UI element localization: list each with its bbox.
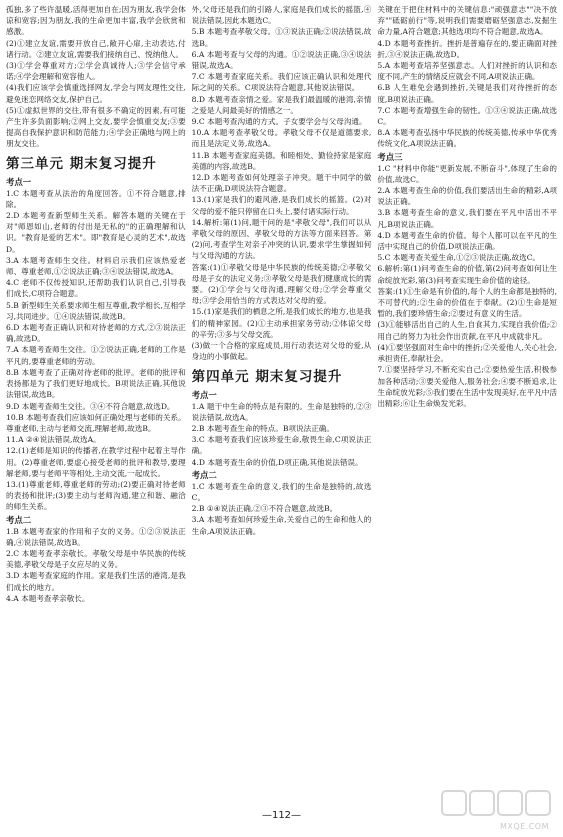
section-heading: 考点二 bbox=[191, 469, 217, 480]
answer-paragraph: 外,父母还是我们的引路人,家庭是我们成长的摇篮,④说法错误,因此本题选C。 bbox=[191, 5, 372, 26]
answer-page bbox=[6, 4, 557, 809]
answer-paragraph: 3.D 本题考查家庭的作用。家是我们生活的港湾,是我们成长的地方。 bbox=[6, 571, 186, 592]
answer-paragraph: 6.A 本题考查与父母的沟通。①②说法正确,③④说法错误,故选A。 bbox=[191, 49, 372, 71]
answer-paragraph: 4.A 本题考查孝亲敬长。 bbox=[6, 593, 90, 603]
answer-paragraph: 2.A 本题考查生命的价值,我们要活出生命的精彩,A项说法正确。 bbox=[377, 186, 558, 207]
answer-paragraph: (2)①建立友谊,需要开放自己,敞开心扉,主动表达,付诸行动。②建立友谊,需要我们接纳自己、悦纳他人。 bbox=[6, 38, 186, 59]
answer-paragraph: 12.D 本题考查如何处理亲子冲突。题干中同学的做法不正确,D项说法符合题意。 bbox=[191, 173, 372, 194]
answer-paragraph: 7.C 本题考查家庭关系。我们应该正确认识和处理代际之间的关系。C项说法符合题意,其他说法错误。 bbox=[191, 72, 372, 93]
answer-paragraph: 14.解析:第(1)问,题干问的是"孝敬父母",我们可以从孝敬父母的原因、孝敬父母的方法等方面来回答。第(2)问,考查学生对亲子冲突的认识,要求学生掌握如何与父母沟通的方法。 bbox=[191, 217, 372, 261]
column-left bbox=[6, 4, 186, 809]
answer-paragraph: 3.C 本题考查我们应该珍爱生命,敬畏生命,C项说法正确。 bbox=[191, 435, 372, 456]
answer-paragraph: 6.D 本题考查正确认识和对待老师的方式,②③说法正确,故选D。 bbox=[6, 323, 186, 344]
answer-paragraph: (3)做一个合格的家庭成员,用行动表达对父母的爱,从身边的小事做起。 bbox=[191, 341, 372, 362]
answer-paragraph: 10.A 本题考查孝敬父母。孝敬父母不仅是道德要求,而且是法定义务,故选A。 bbox=[191, 128, 372, 149]
answer-paragraph: 7.①要坚持学习,不断充实自己;②要热爱生活,积极参加各种活动;③要关爱他人,服务社会;④要不断追求,让生命绽放光彩;⑤我们要在生活中发现美好,在平凡中活出精彩;⑥让生命焕发光彩。 bbox=[377, 365, 558, 408]
answer-paragraph: 4.C 老师不仅传授知识,还帮助我们认识自己,引导我们成长,C项符合题意。 bbox=[6, 278, 186, 299]
answer-paragraph: 8.D 本题考查亲情之爱。家是我们最温暖的港湾,亲情之爱是人间最美好的情感之一。 bbox=[191, 94, 372, 115]
section-heading: 考点一 bbox=[6, 176, 32, 187]
answer-paragraph: 2.D 本题考查新型师生关系。解答本题的关键在于对"师恩如山,老师的付出是无私的"的正确理解和认识。"教育是爱的艺术"。即"教育是心灵的艺术",故选D。 bbox=[6, 211, 186, 254]
section-heading: 考点一 bbox=[191, 389, 217, 400]
answer-paragraph: 2.B 本题考查生命的特点。B项说法正确。 bbox=[191, 423, 334, 433]
answer-paragraph: 4.D 本题考查挫折。挫折是普遍存在的,要正确面对挫折,③④说法正确,故选D。 bbox=[377, 38, 558, 59]
answer-paragraph: 9.C 本题考查沟通的方式。子女要学会与父母沟通。 bbox=[191, 117, 367, 127]
answer-paragraph: 孤独,多了些许温暖,活得更加自在;因为朋友,我学会体谅和宽容;因为朋友,我的生命更加丰富,我学会欣赏和感激。 bbox=[6, 5, 186, 37]
answer-paragraph: 3.B 本题考查生命的意义,我们要在平凡中活出不平凡,B项说法正确。 bbox=[377, 208, 558, 229]
answer-paragraph: 11.B 本题考查家庭美德。和睦相处、勤俭持家是家庭美德的内容,故选B。 bbox=[191, 150, 372, 171]
answer-paragraph: 13.(1)家是我们的避风港,是我们成长的摇篮。(2)对父母的爱不能只停留在口头上,要付诸实际行动。 bbox=[191, 195, 372, 216]
column-right bbox=[377, 4, 557, 809]
answer-paragraph: 3.A 本题考查如何珍爱生命,关爱自己的生命和他人的生命,A项说法正确。 bbox=[191, 515, 372, 536]
unit-title: 第三单元 期末复习提升 bbox=[6, 155, 157, 172]
answer-paragraph: (4)我们应该学会慎重选择网友,学会与网友理性交往,避免迷恋网络交友,保护自己。 bbox=[6, 83, 186, 104]
answer-paragraph: 13.(1)尊重老师,尊重老师的劳动;(2)要正确对待老师的表扬和批评;(3)要主动与老师沟通,建立和谐、融洽的师生关系。 bbox=[6, 479, 186, 512]
answer-paragraph: 1.C "材料中你能"更新发展,不断奋斗",体现了生命的价值,故选C。 bbox=[377, 163, 558, 184]
answer-paragraph: (3)①学会尊重对方;②学会真诚待人;③学会信守承诺;④学会理解和宽容他人。 bbox=[6, 61, 186, 82]
answer-paragraph: 6.B 人生难免会遇到挫折,关键是我们对待挫折的态度,B项说法正确。 bbox=[377, 83, 558, 104]
answer-paragraph: 1.B 本题考查家的作用和子女的义务。①②③说法正确,④说法错误,故选B。 bbox=[6, 526, 186, 547]
section-heading: 考点二 bbox=[6, 514, 32, 525]
answer-paragraph: 8.B 本题考查了正确对待老师的批评。老师的批评和表扬都是为了我们更好地成长。B项说法正确,其他说法错误,故选B。 bbox=[6, 367, 186, 400]
watermark-label: MXQE.COM bbox=[499, 822, 549, 831]
column-middle bbox=[192, 4, 372, 809]
answer-paragraph: 5.B 新型师生关系要求师生相互尊重,教学相长,互相学习,共同进步。①④说法错误,故选B。 bbox=[6, 300, 186, 321]
answer-paragraph: 7.C 本题考查增强生命的韧性。①③④说法正确,故选C。 bbox=[377, 105, 558, 127]
answer-paragraph: 3.A 本题考查师生交往。材料启示我们应该热爱老师、尊重老师,①②说法正确;③④说法错误,故选A。 bbox=[6, 255, 186, 277]
answer-paragraph: 7.A 本题考查师生交往。①②说法正确,老师的工作是平凡的,要尊重老师的劳动。 bbox=[6, 345, 186, 366]
answer-paragraph: (4)①要坚强面对生命中的挫折;②关爱他人,关心社会,承担责任,奉献社会。 bbox=[377, 342, 558, 364]
answer-paragraph: 5.C 本题考查关爱生命,①②③说法正确,故选C。 bbox=[377, 253, 541, 263]
answer-paragraph: 答案:(1)①孝敬父母是中华民族的传统美德;②孝敬父母是子女的法定义务;③孝敬父母是我们健康成长的需要。(2)①学会与父母沟通,理解父母;②学会尊重父母;③学会用恰当的方式表达对父母的爱。 bbox=[191, 262, 372, 306]
answer-paragraph: 2.B ①④说法正确,②③不符合题意,故选B。 bbox=[191, 504, 338, 514]
answer-paragraph: 1.C 本题考查生命的意义,我们的生命是独特的,故选C。 bbox=[191, 481, 372, 502]
answer-paragraph: 12.(1)老师是知识的传播者,在教学过程中起着主导作用。(2)尊重老师,要虚心接受老师的批评和教导,要理解老师,要与老师平等相处,主动交流,一起成长。 bbox=[6, 446, 186, 478]
answer-paragraph: 4.D 本题考查生命的价值。每个人都可以在平凡的生活中实现自己的价值,D项说法正确。 bbox=[377, 230, 558, 252]
answer-paragraph: 关键在于把住材料中的关键信息:"顽强意志""决不放弃""砥砺前行"等,说明我们需要磨砺坚强意志,发掘生命力量,A符合题意;其他选项均不符合题意,故选A。 bbox=[377, 5, 558, 37]
answer-paragraph: 15.(1)家是我们的栖息之所,是我们成长的地方,也是我们的精神家园。(2)①主动承担家务劳动;②体谅父母的辛劳;③多与父母交流。 bbox=[191, 307, 372, 339]
unit-title: 第四单元 期末复习提升 bbox=[191, 368, 343, 385]
answer-paragraph: (5)①虚拟世界的交往,带有很多不确定的因素,有可能产生许多负面影响;②网上交友,要学会慎重交友;③要提高自我保护意识和防范能力;④学会正确地与网上的朋友交往。 bbox=[6, 105, 186, 149]
section-heading: 考点三 bbox=[377, 151, 403, 162]
answer-paragraph: 1.A 题干中生命的特点是有限的。生命是独特的,②③说法错误,故选A。 bbox=[191, 401, 372, 422]
answer-paragraph: 1.C 本题考查从法治的角度回答。①不符合题意,排除。 bbox=[6, 188, 186, 209]
answer-paragraph: 8.A 本题考查弘扬中华民族的传统美德,传承中华优秀传统文化,A项说法正确。 bbox=[377, 128, 558, 149]
answer-paragraph: 答案:(1)①生命是有价值的,每个人的生命都是独特的,不可替代的;②生命的价值在于奉献。(2)①生命是短暂的,我们要珍惜生命;②要过有意义的生活。 bbox=[377, 286, 558, 319]
answer-paragraph: 11.A ②④说法错误,故选A。 bbox=[6, 435, 101, 445]
answer-paragraph: 9.D 本题考查师生交往。③④不符合题意,故选D。 bbox=[6, 401, 175, 411]
answer-paragraph: 2.C 本题考查孝亲敬长。孝敬父母是中华民族的传统美德,孝敬父母是子女应尽的义务。 bbox=[6, 548, 186, 570]
answer-paragraph: 5.B 本题考查孝敬父母。①③说法正确;②说法错误,故选B。 bbox=[191, 27, 372, 48]
page-number: —112— bbox=[261, 810, 302, 821]
answer-paragraph: 6.解析:第(1)问考查生命的价值,第(2)问考查如何让生命绽放光彩,第(3)问考查实现生命价值的途径。 bbox=[377, 264, 558, 285]
answer-paragraph: 10.B 本题考查我们应该如何正确处理与老师的关系。尊重老师,主动与老师交流,理解老师,故选B。 bbox=[6, 412, 186, 433]
answer-paragraph: (3)①能够活出自己的人生,自食其力,实现自我价值;②用自己的努力为社会作出贡献,在平凡中成就非凡。 bbox=[377, 320, 558, 341]
answer-paragraph: 4.D 本题考查生命的价值,D项正确,其他说法错误。 bbox=[191, 457, 363, 467]
answer-paragraph: 5.A 本题考查培养坚强意志。人们对挫折的认识和态度不同,产生的情绪反应就会不同,A项说法正确。 bbox=[377, 61, 558, 82]
